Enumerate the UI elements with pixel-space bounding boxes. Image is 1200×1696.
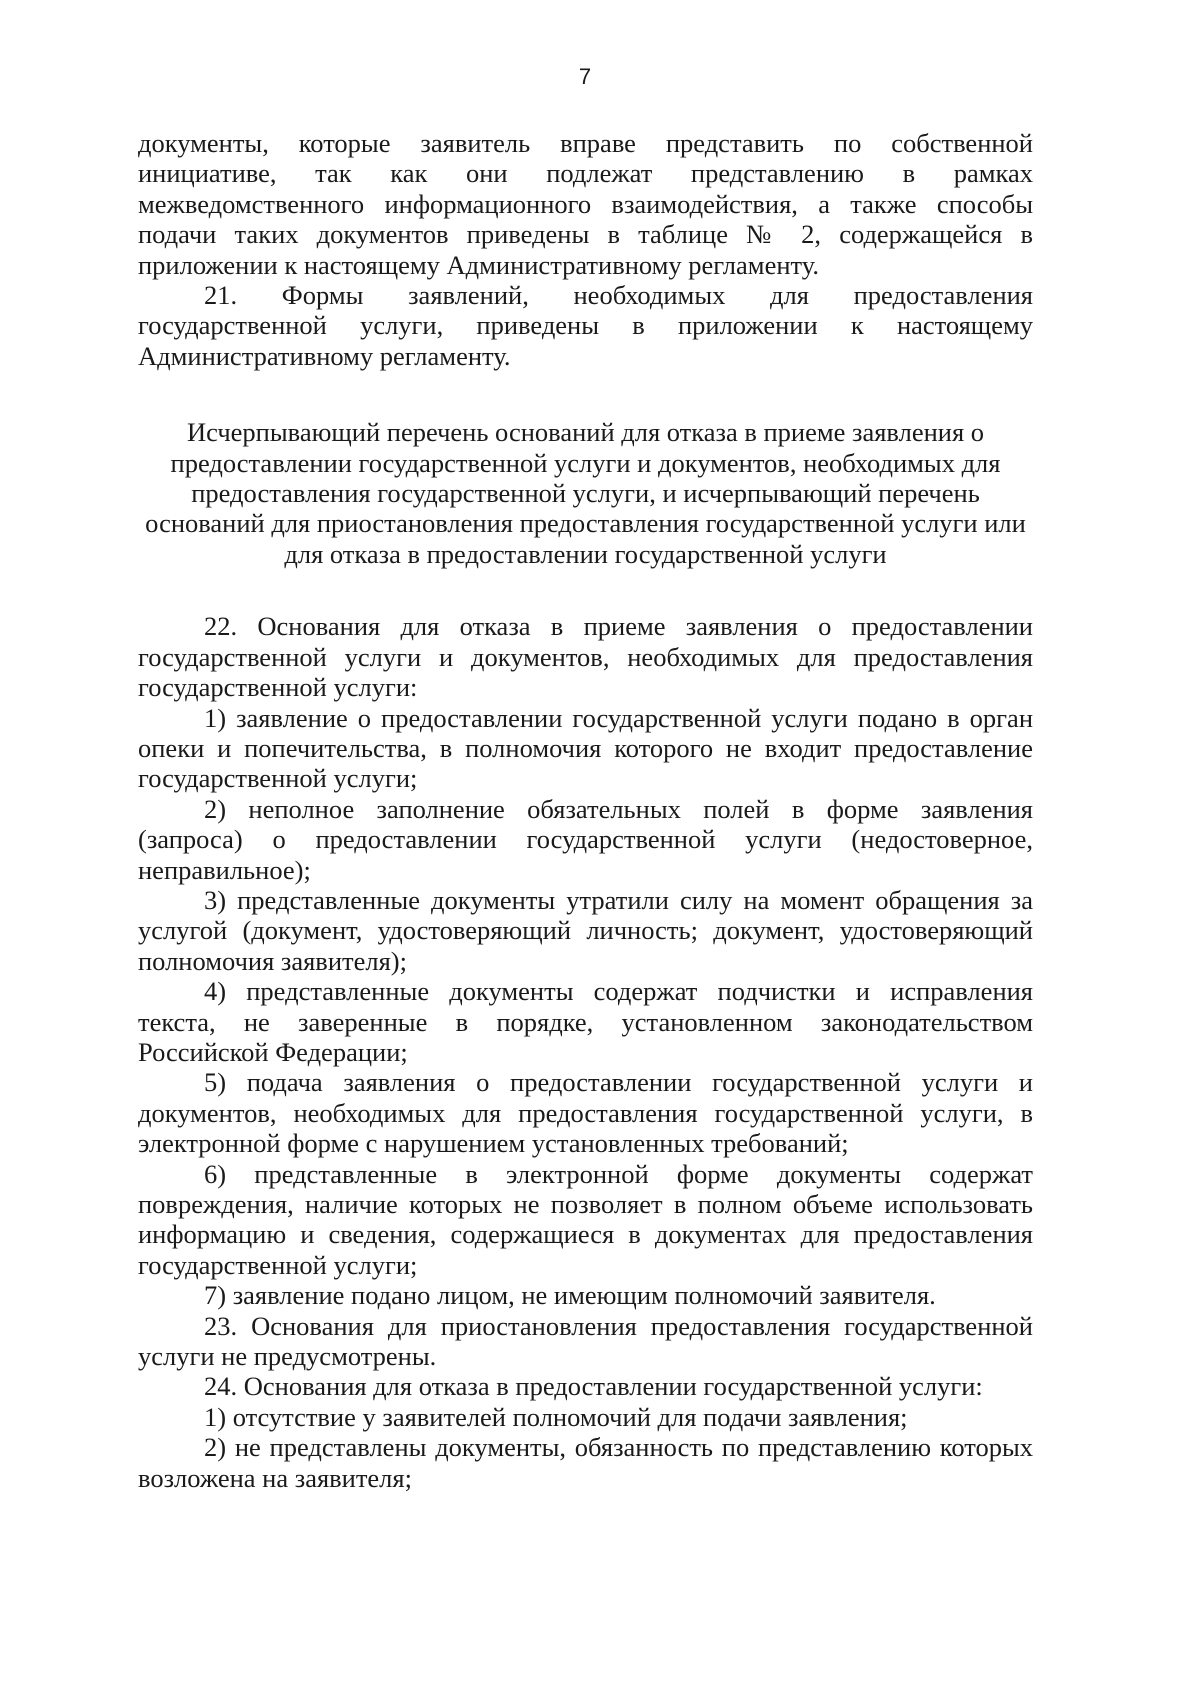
page-number: 7 (578, 64, 592, 89)
section-heading: Исчерпывающий перечень оснований для отказа в приеме заявления о предоставлении государственной услуги и документов, необходимых для предоставления государственной услуги, и исчерпывающий перечень оснований для приостановления предоставления государственной услуги или для отказа в предоставлении государственной услуги (145, 417, 1026, 569)
paragraph-22-item-7: 7) заявление подано лицом, не имеющим полномочий заявителя. (204, 1280, 936, 1311)
paragraph-22-item-3: 3) представленные документы утратили силу на момент обращения за услугой (документ, удостоверяющий личность; документ, удостоверяющий полномочия заявителя); (138, 884, 1033, 976)
paragraph-22-item-1: 1) заявление о предоставлении государственной услуги подано в орган опеки и попечительства, в полномочия которого не входит предоставление государственной услуги; (138, 702, 1033, 794)
paragraph-24-item-1: 1) отсутствие у заявителей полномочий для подачи заявления; (204, 1401, 908, 1432)
paragraph-22-item-4: 4) представленные документы содержат подчистки и исправления текста, не заверенные в порядке, установленном законодательством Российской Федерации; (138, 976, 1033, 1067)
paragraph-24-item-2: 2) не представлены документы, обязанность по представлению которых возложена на заявителя; (138, 1432, 1033, 1493)
paragraph-22-item-2: 2) неполное заполнение обязательных полей в форме заявления (запроса) о предоставлении государственной услуги (недостоверное, неправильное); (138, 793, 1033, 885)
paragraph-22-item-5: 5) подача заявления о предоставлении государственной услуги и документов, необходимых для предоставления государственной услуги, в электронной форме с нарушением установленных требований; (138, 1067, 1033, 1159)
paragraph-23: 23. Основания для приостановления предоставления государственной услуги не предусмотрены. (138, 1310, 1033, 1372)
paragraph-continuation: документы, которые заявитель вправе представить по собственной инициативе, так как они подлежат представлению в рамках межведомственного информационного взаимодействия, а также способы подачи таких документов приведены в таблице № 2, содержащейся в приложении к настоящему Административному регламенту. (138, 128, 1033, 280)
paragraph-22-item-6: 6) представленные в электронной форме документы содержат повреждения, наличие которых не позволяет в полном объеме использовать информацию и сведения, содержащиеся в документах для предоставления государственной услуги; (138, 1158, 1033, 1280)
paragraph-24: 24. Основания для отказа в предоставлении государственной услуги: (204, 1371, 983, 1402)
paragraph-22: 22. Основания для отказа в приеме заявления о предоставлении государственной услуги и документов, необходимых для предоставления государственной услуги: (138, 611, 1033, 703)
document-body (138, 128, 1033, 1493)
paragraph-21: 21. Формы заявлений, необходимых для предоставления государственной услуги, приведены в приложении к настоящему Административному регламенту. (138, 280, 1033, 371)
